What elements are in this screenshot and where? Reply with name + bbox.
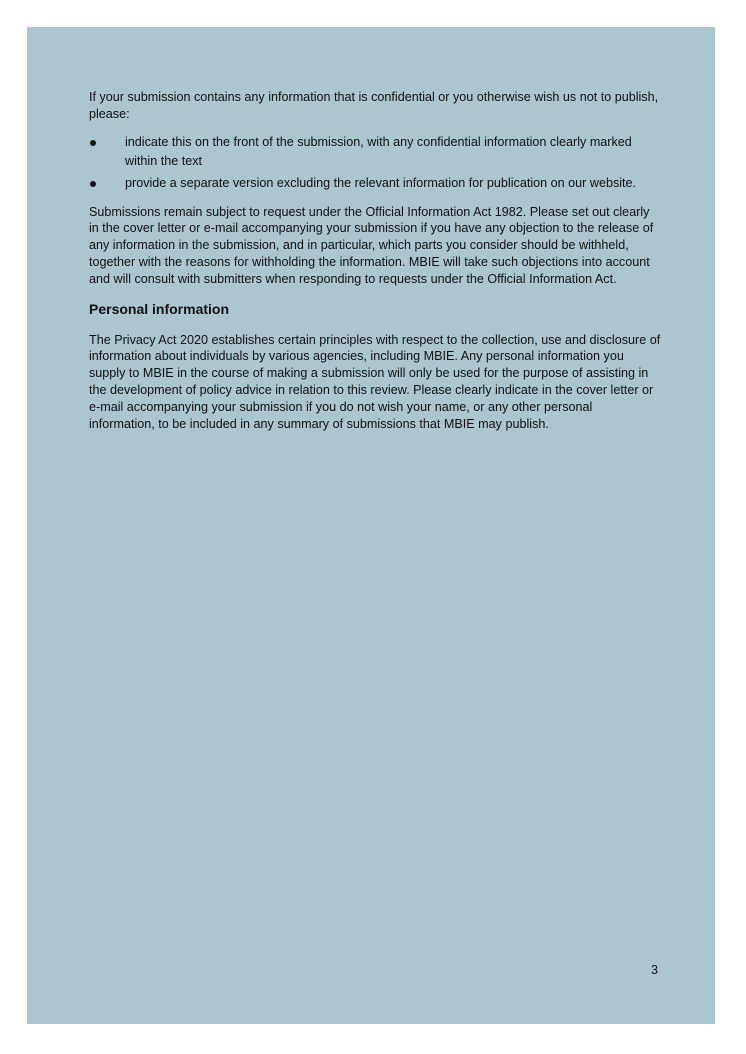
bullet-item: [89, 133, 661, 171]
section-heading: Personal information: [89, 300, 230, 317]
bullet-icon: [90, 181, 96, 187]
page-content: [89, 89, 661, 432]
bullet-item: [89, 174, 661, 193]
bullet-text: provide a separate version excluding the relevant information for publication on our website.: [125, 175, 637, 190]
bullet-text: indicate this on the front of the submission, with any confidential information clearly marked within the text: [125, 134, 632, 168]
document-page: [27, 27, 715, 1024]
page-number: 3: [651, 963, 659, 977]
intro-paragraph: If your submission contains any information that is confidential or you otherwise wish us not to publish, please:: [89, 90, 659, 121]
privacy-paragraph: The Privacy Act 2020 establishes certain principles with respect to the collection, use and disclosure of information about individuals by various agencies, including MBIE. Any personal information you supply to MBIE in the course of making a submission will only be used for the purpose of assisting in the development of policy advice in relation to this review. Please clearly indicate in the cover letter or e-mail accompanying your submission if you do not wish your name, or any other personal information, to be included in any summary of submissions that MBIE may publish.: [89, 332, 661, 431]
bullet-list: [89, 133, 661, 193]
bullet-icon: [90, 140, 96, 146]
oia-paragraph: Submissions remain subject to request under the Official Information Act 1982. Please set out clearly in the cover letter or e-mail accompanying your submission if you have any objection to the release of any information in the submission, and in particular, which parts you consider should be withheld, together with the reasons for withholding the information. MBIE will take such objections into account and will consult with submitters when responding to requests under the Official Information Act.: [89, 204, 654, 286]
